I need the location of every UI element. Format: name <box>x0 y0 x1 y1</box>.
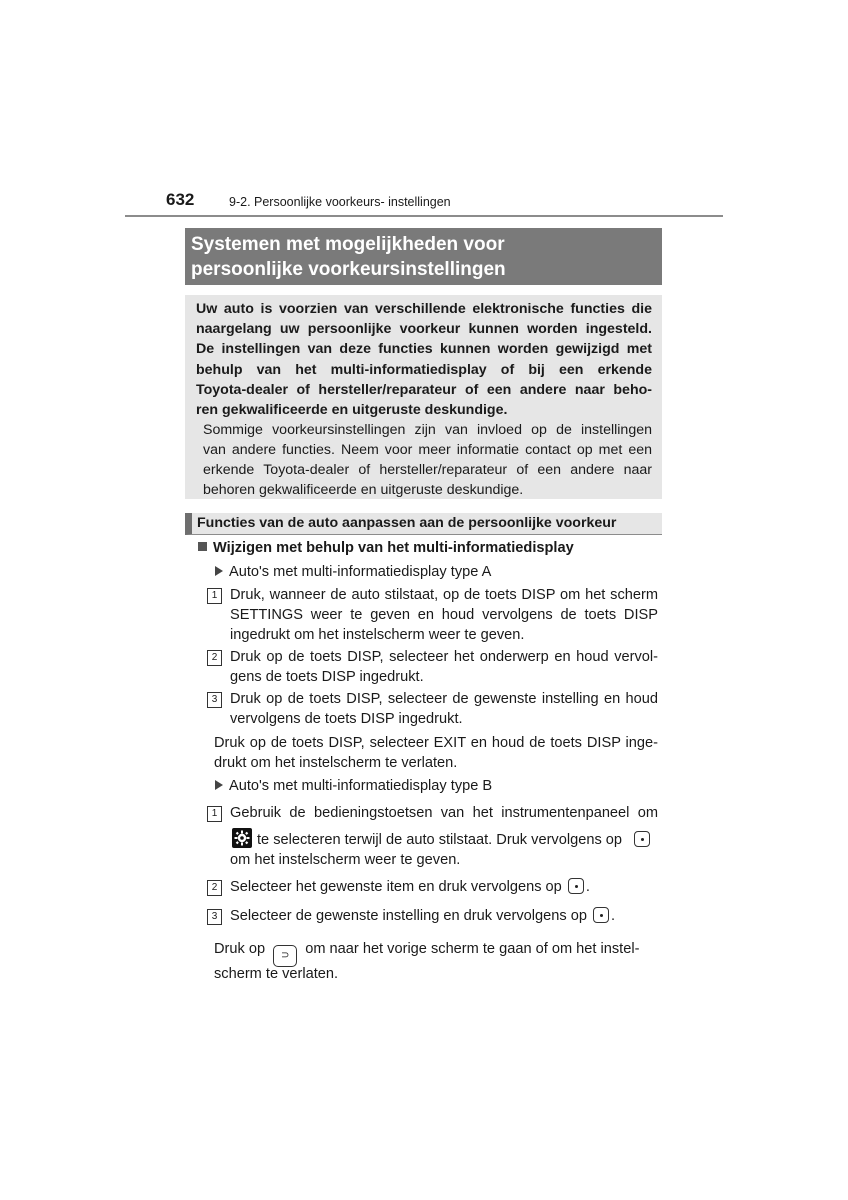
step-line: om het instelscherm weer te geven. <box>230 852 461 868</box>
type-b-label <box>215 776 492 796</box>
item-heading-text: Wijzigen met behulp van het multi-informatiedisplay <box>213 540 574 556</box>
step-text <box>230 877 590 897</box>
section-title-line: persoonlijke voorkeursinstellingen <box>191 259 506 280</box>
section-title-line: Systemen met mogelijkheden voor <box>191 234 505 255</box>
step-line-text: Selecteer de gewenste instelling en druk vervolgens op <box>230 908 587 924</box>
intro-line: ren gekwalificeerde en uitgeruste deskundige. <box>196 402 508 419</box>
header-rule <box>125 215 723 217</box>
triangle-bullet-icon <box>215 780 223 790</box>
section-title <box>185 228 662 285</box>
page-number: 632 <box>166 190 195 209</box>
exit-line: drukt om het instelscherm te verlaten. <box>214 755 458 771</box>
step-number: 2 <box>207 880 222 896</box>
step-end: . <box>611 908 616 924</box>
type-b-label-text: Auto's met multi-informatiedisplay type B <box>229 778 493 794</box>
intro-note <box>203 420 652 500</box>
step-line <box>257 830 652 850</box>
chapter-header: 9-2. Persoonlijke voorkeurs- instellingen <box>229 195 451 209</box>
back-instruction-line2: scherm te verlaten. <box>214 966 339 982</box>
step-line: SETTINGS weer te geven en houd vervolgens de toets DISP <box>230 607 658 623</box>
note-line: Sommige voorkeursinstellingen zijn van invloed op de instellingen <box>203 422 652 439</box>
square-bullet-icon <box>198 542 207 551</box>
step-number: 2 <box>207 650 222 666</box>
type-a-label-text: Auto's met multi-informatiedisplay type A <box>229 564 492 580</box>
step-number: 1 <box>207 806 222 822</box>
back-button-icon: ⊃ <box>273 945 297 967</box>
intro-line: naargelang uw persoonlijke voorkeur kunnen worden ingesteld. <box>196 321 652 338</box>
step-line: ingedrukt om het instelscherm weer te geven. <box>230 627 525 643</box>
ok-button-icon <box>568 878 584 894</box>
note-line: van andere functies. Neem voor meer informatie contact op met een <box>203 442 652 459</box>
gear-icon <box>232 828 252 848</box>
step-number: 1 <box>207 588 222 604</box>
intro-line: De instellingen van deze functies kunnen worden gewijzigd met <box>196 341 652 358</box>
step-line: vervolgens de toets DISP ingedrukt. <box>230 711 463 727</box>
step-line: Druk op de toets DISP, selecteer de gewenste instelling en houd <box>230 691 658 707</box>
step-line-text: Selecteer het gewenste item en druk vervolgens op <box>230 879 562 895</box>
back-instruction <box>214 939 658 967</box>
step-text <box>230 689 658 729</box>
intro-line: behulp van het multi-informatiedisplay of bij een erkende <box>196 361 652 378</box>
item-heading <box>198 538 574 558</box>
intro-line: Uw auto is voorzien van verschillende elektronische functies die <box>196 301 652 317</box>
ok-button-icon <box>593 907 609 923</box>
step-end: . <box>585 879 590 895</box>
step-line: Druk, wanneer de auto stilstaat, op de toets DISP om het scherm <box>230 587 658 603</box>
ok-button-icon <box>634 831 650 847</box>
step-line: Druk op de toets DISP, selecteer het onderwerp en houd vervol- <box>230 649 658 665</box>
exit-line: Druk op de toets DISP, selecteer EXIT en houd de toets DISP inge- <box>214 735 658 751</box>
type-a-label <box>215 562 491 582</box>
step-number: 3 <box>207 909 222 925</box>
intro-bold-text <box>196 299 652 420</box>
step-line: Gebruik de bedieningstoetsen van het instrumentenpaneel om <box>230 805 658 821</box>
triangle-bullet-icon <box>215 566 223 576</box>
step-number: 3 <box>207 692 222 708</box>
settings-gear-icon <box>232 828 252 848</box>
step-line-text: te selecteren terwijl de auto stilstaat. Druk vervolgens op <box>257 832 623 848</box>
intro-line: Toyota-dealer of hersteller/reparateur of een andere naar behо- <box>196 381 652 398</box>
back-text: Druk op <box>214 941 266 957</box>
step-text <box>230 647 658 687</box>
note-line: behoren gekwalificeerde en uitgeruste deskundige. <box>203 482 524 499</box>
intro-box <box>185 295 662 499</box>
note-line: erkende Toyota-dealer of hersteller/reparateur of een andere naar <box>203 462 652 479</box>
back-text: om naar het vorige scherm te gaan of om het instel- <box>305 941 640 957</box>
step-line: gens de toets DISP ingedrukt. <box>230 669 424 685</box>
step-text <box>230 585 658 645</box>
step-text <box>230 906 615 926</box>
subsection-heading: Functies van de auto aanpassen aan de persoonlijke voorkeur <box>185 513 662 535</box>
exit-text <box>214 733 658 773</box>
step-text <box>230 803 658 823</box>
